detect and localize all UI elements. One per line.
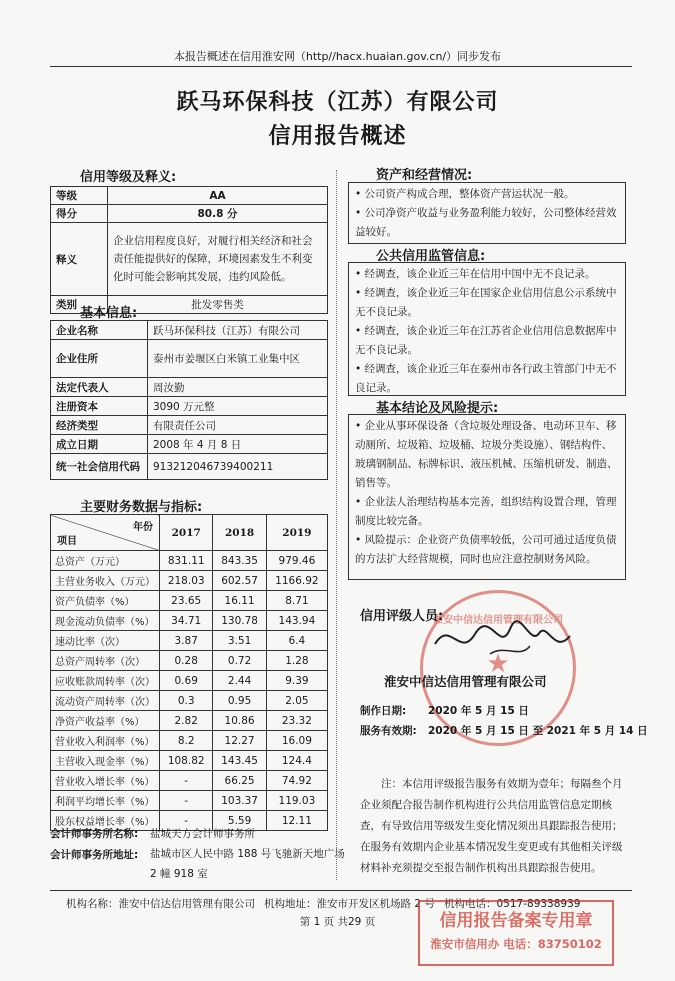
finance-value: 66.25 — [213, 771, 266, 791]
finance-table — [50, 514, 328, 831]
assets-box — [348, 182, 626, 244]
finance-item: 速动比率（次） — [51, 631, 160, 651]
assets-heading: 资产和经营情况: — [376, 168, 473, 183]
finance-value: 108.82 — [160, 751, 213, 771]
basic-label: 成立日期 — [51, 435, 148, 454]
accounting-addr-value: 盐城市区人民中路 188 号飞驰新天地广场 2 幢 918 室 — [150, 848, 345, 880]
finance-value: 2.82 — [160, 711, 213, 731]
finance-row — [51, 751, 328, 771]
finance-row — [51, 711, 328, 731]
record-stamp-subtitle: 淮安市信用办 电话：83750102 — [430, 937, 602, 951]
finance-value: 8.71 — [266, 591, 327, 611]
finance-value: 119.03 — [266, 791, 327, 811]
finance-value: 12.27 — [213, 731, 266, 751]
finance-value: 103.37 — [213, 791, 266, 811]
valid-label: 服务有效期: — [360, 725, 417, 737]
credit-score-label: 得分 — [51, 205, 108, 223]
date-value: 2020 年 5 月 15 日 — [428, 705, 529, 717]
finance-value: 0.28 — [160, 651, 213, 671]
basic-label: 统一社会信用代码 — [51, 454, 148, 480]
finance-value: 16.09 — [266, 731, 327, 751]
finance-value: - — [160, 771, 213, 791]
finance-value: 602.57 — [213, 571, 266, 591]
finance-value: 8.2 — [160, 731, 213, 751]
supervision-item: • 经调查，该企业近三年在国家企业信用信息公示系统中无不良记录。 — [355, 287, 617, 318]
finance-item: 流动资产周转率（次） — [51, 691, 160, 711]
credit-table — [50, 186, 328, 314]
finance-value: 0.3 — [160, 691, 213, 711]
finance-item: 总资产（万元） — [51, 551, 160, 571]
footer-org: 机构名称：淮安中信达信用管理有限公司 — [66, 898, 255, 910]
basic-info-table — [50, 320, 328, 480]
finance-row — [51, 651, 328, 671]
supervision-item: • 经调查，该企业近三年在泰州市各行政主管部门中无不良记录。 — [355, 363, 617, 394]
credit-category-label: 类别 — [51, 296, 108, 314]
finance-table-body — [51, 551, 328, 831]
basic-value: 2008 年 4 月 8 日 — [148, 435, 328, 454]
finance-corner-header — [51, 515, 160, 551]
finance-value: 0.95 — [213, 691, 266, 711]
credit-score-value: 80.8 分 — [108, 205, 328, 223]
credit-grade-label: 等级 — [51, 187, 108, 205]
finance-item-label: 项目 — [57, 536, 77, 547]
conclusion-item: • 企业从事环保设备（含垃圾处理设备、电动环卫车、移动厕所、垃圾箱、垃圾桶、垃圾分类设施）、钢结构件、玻璃钢制品、标牌标识、液压机械、压缩机研发、制造、销售等。 — [355, 420, 618, 489]
finance-value: 16.11 — [213, 591, 266, 611]
accounting-firm-value: 盐城天方会计师事务所 — [150, 828, 255, 840]
conclusion-heading: 基本结论及风险提示: — [376, 401, 499, 416]
finance-item: 主营收入现金率（%） — [51, 751, 160, 771]
report-title: 信用报告概述 — [268, 123, 407, 149]
finance-item: 现金流动负债率（%） — [51, 611, 160, 631]
finance-year-2019: 2019 — [266, 515, 327, 551]
record-stamp — [418, 900, 614, 966]
assets-item: • 公司资产构成合理，整体资产营运状况一般。 — [355, 188, 575, 200]
finance-row — [51, 631, 328, 651]
finance-value: 1.28 — [266, 651, 327, 671]
finance-value: 218.03 — [160, 571, 213, 591]
basic-heading: 基本信息: — [80, 306, 138, 321]
finance-value: 3.87 — [160, 631, 213, 651]
finance-value: 3.51 — [213, 631, 266, 651]
supervision-box — [348, 262, 626, 396]
conclusion-item: • 风险提示：企业资产负债率较低，公司可通过适度负债的方法扩大经营规模，同时也应注意控制财务风险。 — [355, 534, 617, 565]
basic-value: 有限责任公司 — [148, 416, 328, 435]
conclusion-item: • 企业法人治理结构基本完善，组织结构设置合理，管理制度比较完备。 — [355, 496, 617, 527]
company-title: 跃马环保科技（江苏）有限公司 — [176, 89, 499, 115]
finance-value: 831.11 — [160, 551, 213, 571]
seal-text: 淮安中信达信用管理有限公司 — [433, 615, 563, 626]
finance-item: 营业收入利润率（%） — [51, 731, 160, 751]
finance-value: 143.45 — [213, 751, 266, 771]
finance-item: 主营业务收入（万元） — [51, 571, 160, 591]
header-rule — [50, 66, 632, 67]
finance-value: 23.65 — [160, 591, 213, 611]
accounting-firm-label: 会计师事务所名称: — [50, 828, 139, 840]
finance-value: 2.44 — [213, 671, 266, 691]
supervision-heading: 公共信用监管信息: — [376, 249, 486, 264]
conclusion-box — [348, 414, 626, 580]
basic-label: 经济类型 — [51, 416, 148, 435]
finance-row — [51, 551, 328, 571]
column-divider — [336, 170, 337, 880]
credit-grade-value: AA — [108, 187, 328, 205]
finance-item: 应收账款周转率（次） — [51, 671, 160, 691]
footer-address: 机构地址：淮安市开发区机场路 2 号 — [264, 898, 435, 910]
record-stamp-title: 信用报告备案专用章 — [439, 911, 593, 931]
finance-row — [51, 731, 328, 751]
valid-value: 2020 年 5 月 15 日 至 2021 年 5 月 14 日 — [428, 725, 648, 737]
finance-value: 74.92 — [266, 771, 327, 791]
basic-value: 913212046739400211 — [148, 454, 328, 480]
finance-value: 6.4 — [266, 631, 327, 651]
finance-value: 9.39 — [266, 671, 327, 691]
finance-row — [51, 591, 328, 611]
finance-value: 10.86 — [213, 711, 266, 731]
rater-label: 信用评级人员: — [360, 609, 444, 624]
finance-value: 143.94 — [266, 611, 327, 631]
finance-value: 979.46 — [266, 551, 327, 571]
finance-item: 利润平均增长率（%） — [51, 791, 160, 811]
supervision-item: • 经调查，该企业近三年在信用中国中无不良记录。 — [355, 268, 596, 280]
finance-row — [51, 791, 328, 811]
date-label: 制作日期: — [360, 705, 407, 717]
service-note: 注：本信用评级报告服务有效期为壹年；每隔叁个月企业须配合报告制作机构进行公共信用监管信息定期核查，有导致信用等级发生变化情况须出具跟踪报告使用；在服务有效期内企业基本情况发生变更或有其他相关评级材料补充须提交至报告制作机构出具跟踪报告使用。 — [360, 778, 623, 874]
finance-value: 12.11 — [266, 811, 327, 831]
finance-heading: 主要财务数据与指标: — [80, 500, 203, 515]
publish-notice: 本报告概述在信用淮安网（http//hacx.huaian.gov.cn/）同步发布 — [173, 50, 502, 63]
finance-year-label: 年份 — [133, 522, 153, 533]
basic-label: 企业住所 — [51, 340, 148, 378]
finance-year-2017: 2017 — [160, 515, 213, 551]
basic-label: 注册资本 — [51, 397, 148, 416]
finance-row — [51, 571, 328, 591]
finance-value: 130.78 — [213, 611, 266, 631]
finance-row — [51, 611, 328, 631]
finance-value: - — [160, 811, 213, 831]
basic-value: 跃马环保科技（江苏）有限公司 — [148, 321, 328, 340]
basic-label: 企业名称 — [51, 321, 148, 340]
finance-value: 5.59 — [213, 811, 266, 831]
finance-value: 124.4 — [266, 751, 327, 771]
supervision-item: • 经调查，该企业近三年在江苏省企业信用信息数据库中无不良记录。 — [355, 325, 617, 356]
basic-value: 3090 万元整 — [148, 397, 328, 416]
accounting-addr-label: 会计师事务所地址: — [50, 849, 139, 861]
footer-phone: 机构电话：0517-89338939 — [444, 898, 581, 910]
page-number: 第 1 页 共29 页 — [299, 916, 376, 928]
finance-row — [51, 691, 328, 711]
basic-value: 泰州市姜堰区白米镇工业集中区 — [148, 340, 328, 378]
finance-item: 营业收入增长率（%） — [51, 771, 160, 791]
rating-org: 淮安中信达信用管理有限公司 — [384, 674, 547, 689]
finance-value: 1166.92 — [266, 571, 327, 591]
finance-item: 净资产收益率（%） — [51, 711, 160, 731]
finance-value: - — [160, 791, 213, 811]
finance-year-2018: 2018 — [213, 515, 266, 551]
finance-value: 0.72 — [213, 651, 266, 671]
credit-category-value: 批发零售类 — [108, 296, 328, 314]
finance-value: 34.71 — [160, 611, 213, 631]
credit-meaning-label: 释义 — [51, 223, 108, 296]
finance-item: 股东权益增长率（%） — [51, 811, 160, 831]
finance-value: 2.05 — [266, 691, 327, 711]
finance-item: 资产负债率（%） — [51, 591, 160, 611]
finance-value: 23.32 — [266, 711, 327, 731]
finance-value: 0.69 — [160, 671, 213, 691]
seal-star-icon: ★ — [486, 649, 510, 679]
finance-item: 总资产周转率（次） — [51, 651, 160, 671]
finance-row — [51, 771, 328, 791]
rater-signature — [430, 614, 580, 664]
credit-meaning-value: 企业信用程度良好，对履行相关经济和社会责任能提供好的保障，环境因素发生不利变化时可能会影响其发展，违约风险低。 — [108, 223, 328, 296]
assets-item: • 公司净资产收益与业务盈利能力较好，公司整体经营效益较好。 — [355, 207, 617, 238]
finance-row — [51, 671, 328, 691]
finance-value: 843.35 — [213, 551, 266, 571]
basic-value: 周汝勤 — [148, 378, 328, 397]
basic-label: 法定代表人 — [51, 378, 148, 397]
credit-heading: 信用等级及释义: — [80, 170, 177, 185]
footer-rule — [50, 890, 632, 891]
